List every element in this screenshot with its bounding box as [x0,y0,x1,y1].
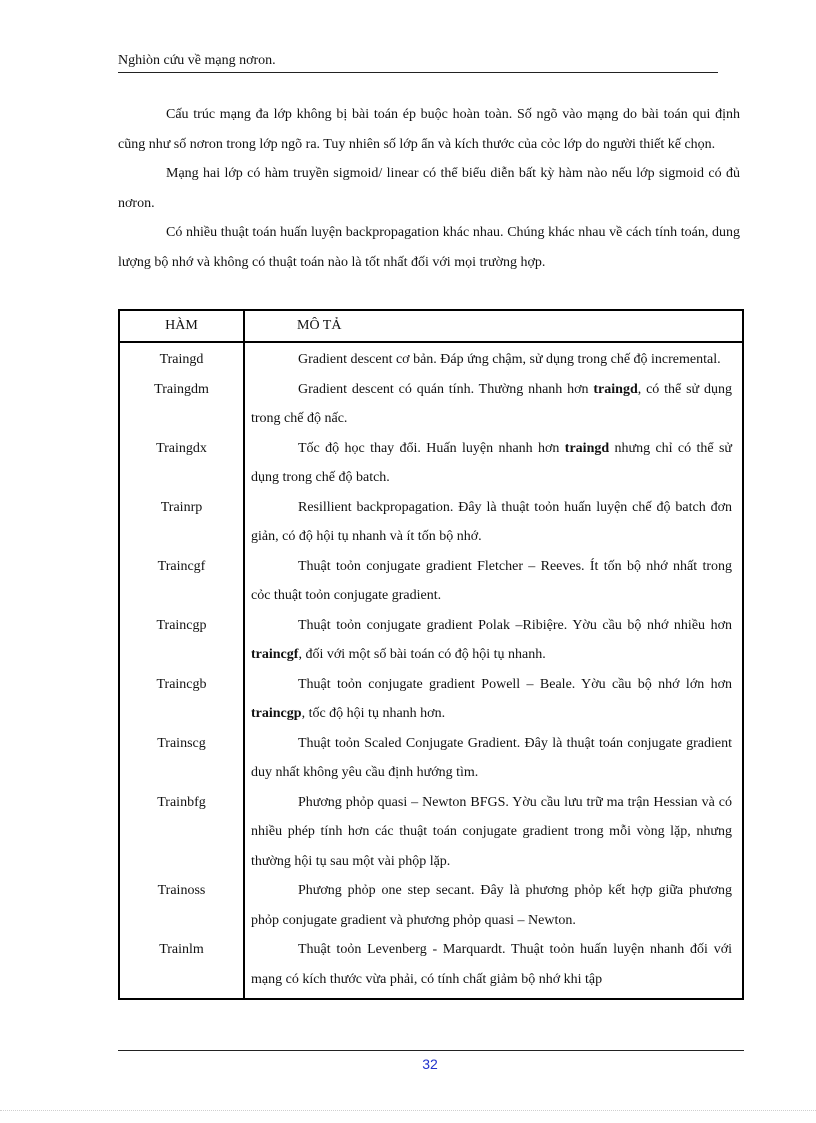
function-description [244,788,743,877]
function-name: Trainoss [119,876,244,935]
body-text [118,100,740,277]
description-text: Gradient descent cơ bản. Đáp ứng chậm, sử dụng trong chế độ incremental. [298,352,721,367]
description-text: Thuật toỏn conjugate gradient Powell – Beale. Yờu cầu bộ nhớ lớn hơn [298,676,732,692]
description-text: Phương phỏp one step secant. Đây là phương phỏp kết hợp giữa phương phỏp conjugate gradient và phương phỏp quasi – Newton. [251,883,732,928]
table-header-row [119,310,743,342]
description-text-continued: nhưng chỉ có thể sử dụng trong chế độ batch. [251,440,732,485]
footer-rule [118,1050,744,1051]
page-edge-dotted-line [0,1110,816,1111]
function-reference: traincgf [251,647,299,662]
function-name: Trainlm [119,935,244,999]
function-description [244,935,743,999]
paragraph: Mạng hai lớp có hàm truyền sigmoid/ linear có thể biểu diễn bất kỳ hàm nào nếu lớp sigmoid có đủ nơron. [118,166,740,211]
function-description [244,434,743,493]
description-text: Thuật toỏn conjugate gradient Fletcher – Reeves. Ít tốn bộ nhớ nhất trong cỏc thuật toỏn conjugate gradient. [251,558,732,603]
function-name: Trainscg [119,729,244,788]
function-name: Traincgb [119,670,244,729]
function-description [244,670,743,729]
description-text: Thuật toỏn Levenberg - Marquardt. Thuật toỏn huấn luyện nhanh đối với mạng có kích thước vừa phải, có tính chất giảm bộ nhớ khi tập [251,942,732,987]
description-text: Gradient descent có quán tính. Thường nhanh hơn [298,381,594,397]
paragraph: Có nhiều thuật toán huấn luyện backpropagation khác nhau. Chúng khác nhau về cách tính toán, dung lượng bộ nhớ và không có thuật toán nào là tốt nhất đối với mọi trường hợp. [118,225,740,270]
function-description [244,342,743,375]
page-number: 32 [422,1056,438,1072]
description-text: Thuật toỏn conjugate gradient Polak –Ribiệre. Yờu cầu bộ nhớ nhiều hơn [298,617,732,633]
function-reference: traincgp [251,706,302,721]
table-row [119,552,743,611]
table-row [119,434,743,493]
running-header: Nghiòn cứu về mạng nơron. [118,53,276,68]
header-rule [118,72,718,73]
function-name: Traingdm [119,375,244,434]
table-row [119,729,743,788]
description-text: Thuật toỏn Scaled Conjugate Gradient. Đây là thuật toán conjugate gradient duy nhất không yêu cầu định hướng tìm. [251,735,732,780]
paragraph: Cấu trúc mạng đa lớp không bị bài toán ép buộc hoàn toàn. Số ngõ vào mạng do bài toán qui định cũng như số nơron trong lớp ngõ ra. Tuy nhiên số lớp ẩn và kích thước của cỏc lớp do người thiết kế chọn. [118,107,740,152]
description-text: Resillient backpropagation. Đây là thuật toỏn huấn luyện chế độ batch đơn giản, có độ hội tụ nhanh và ít tốn bộ nhớ. [251,499,732,544]
description-text-continued: , có thể sử dụng trong chế độ nấc. [251,381,732,426]
column-header-function: HÀM [119,310,244,342]
table-row [119,611,743,670]
function-description [244,876,743,935]
table-row [119,493,743,552]
function-name: Trainrp [119,493,244,552]
function-name: Traincgf [119,552,244,611]
description-text: Phương phỏp quasi – Newton BFGS. Yờu cầu lưu trữ ma trận Hessian và có nhiều phép tính hơn các thuật toán conjugate gradient trong mỗi vòng lặp, nhưng thường hội tụ sau một vài phộp lặp. [251,794,732,869]
function-description [244,375,743,434]
table-row [119,935,743,999]
function-name: Traincgp [119,611,244,670]
function-description [244,611,743,670]
column-header-description: MÔ TẢ [244,310,743,342]
description-text-continued: , tốc độ hội tụ nhanh hơn. [301,706,446,721]
description-text: Tốc độ học thay đổi. Huấn luyện nhanh hơn [298,440,565,456]
function-name: Trainbfg [119,788,244,877]
table-row [119,342,743,375]
function-description [244,493,743,552]
table-row [119,788,743,877]
function-description [244,729,743,788]
table-row [119,375,743,434]
table-row [119,876,743,935]
table-row [119,670,743,729]
function-description [244,552,743,611]
function-reference: traingd [564,440,610,456]
training-functions-table [118,309,744,1000]
description-text-continued: , đối với một số bài toán có độ hội tụ nhanh. [298,647,546,662]
function-name: Traingdx [119,434,244,493]
function-name: Traingd [119,342,244,375]
function-reference: traingd [593,381,638,397]
